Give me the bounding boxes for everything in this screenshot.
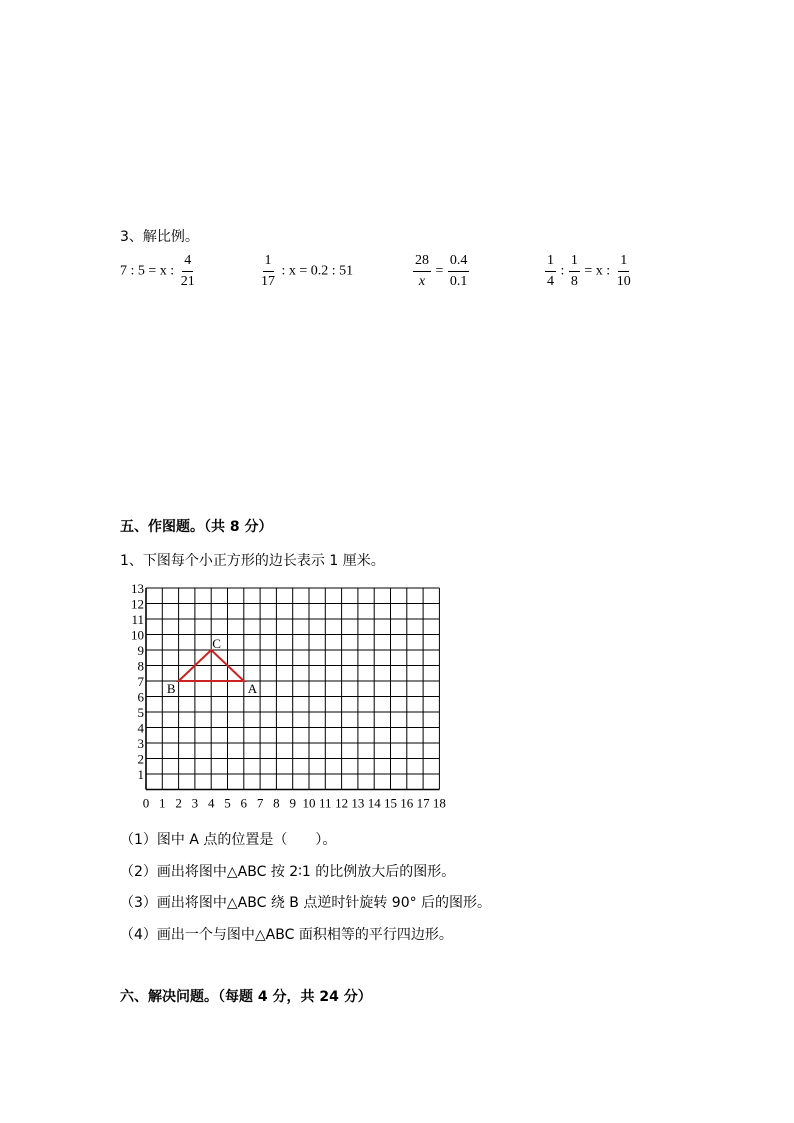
eq2-numerator: 1: [263, 253, 274, 272]
y-tick-label: 9: [137, 643, 144, 658]
equation-2: [258, 253, 353, 290]
eq4-numerator-2: 1: [569, 253, 580, 272]
grid-lines: [146, 588, 439, 790]
vertex-label-b: B: [166, 681, 176, 696]
question-1: 1、下图每个小正方形的边长表示 1 厘米。: [120, 553, 385, 569]
x-tick-label: 0: [142, 795, 150, 811]
eq2-fraction: [259, 253, 277, 290]
eq2-denominator: 17: [261, 274, 275, 289]
eq3-numerator-1: 28: [413, 253, 431, 272]
eq3-equals: =: [435, 263, 444, 279]
eq2-right: : x = 0.2 : 51: [281, 263, 354, 279]
x-tick-label: 4: [207, 795, 215, 811]
x-tick-label: 18: [432, 795, 446, 811]
x-tick-label: 13: [351, 795, 365, 811]
section3-heading: 3、解比例。: [120, 229, 199, 245]
eq4-numerator-3: 1: [618, 253, 629, 272]
y-tick-label: 1: [137, 767, 144, 782]
x-tick-label: 3: [191, 795, 199, 811]
y-tick-label: 12: [131, 596, 144, 612]
eq4-equals: = x :: [584, 263, 611, 279]
equation-1: [120, 253, 198, 290]
x-tick-label: 12: [335, 795, 349, 811]
x-tick-label: 9: [289, 795, 296, 811]
y-tick-label: 5: [137, 705, 144, 720]
eq1-denominator: 21: [180, 274, 195, 289]
section6-heading: 六、解决问题。（每题 4 分，共 24 分）: [120, 989, 372, 1005]
eq4-fraction-2: [569, 253, 580, 290]
eq4-denominator-2: 8: [570, 274, 578, 289]
x-axis-labels: [143, 796, 446, 811]
eq1-left: 7 : 5 = x :: [120, 263, 175, 279]
y-tick-label: 3: [137, 736, 144, 751]
eq3-fraction-2: [448, 253, 470, 290]
section5-heading: 五、作图题。（共 8 分）: [120, 519, 273, 535]
x-tick-label: 11: [319, 795, 332, 811]
y-tick-label: 6: [137, 689, 144, 705]
equation-4: [544, 253, 634, 290]
y-tick-label: 11: [131, 612, 144, 627]
eq4-colon: :: [560, 263, 565, 279]
x-tick-label: 15: [384, 795, 397, 811]
x-tick-label: 1: [159, 795, 166, 811]
y-tick-label: 2: [137, 751, 144, 767]
eq4-fraction-3: [615, 253, 633, 290]
y-tick-label: 13: [131, 582, 144, 596]
y-tick-label: 8: [137, 658, 144, 674]
x-tick-label: 10: [302, 795, 316, 811]
x-tick-label: 5: [224, 795, 231, 811]
equation-3: [412, 253, 470, 290]
y-axis-labels: [131, 582, 145, 782]
sub-question-1: （1）图中 A 点的位置是（ ）。: [120, 832, 337, 848]
eq1-numerator: 4: [182, 253, 193, 272]
x-tick-label: 6: [240, 795, 248, 811]
x-tick-label: 14: [367, 795, 381, 811]
eq3-denominator-2: 0.1: [449, 274, 468, 289]
eq1-fraction: [179, 253, 197, 290]
x-tick-label: 17: [416, 795, 430, 811]
y-tick-label: 7: [137, 674, 144, 689]
eq3-numerator-2: 0.4: [448, 253, 470, 272]
eq4-fraction-1: [545, 253, 556, 290]
eq4-numerator-1: 1: [545, 253, 556, 272]
sub-question-2: （2）画出将图中△ABC 按 2∶1 的比例放大后的图形。: [120, 864, 456, 880]
eq4-denominator-1: 4: [547, 274, 554, 289]
sub-question-4: （4）画出一个与图中△ABC 面积相等的平行四边形。: [120, 927, 453, 943]
vertex-label-a: A: [247, 681, 258, 696]
y-tick-label: 4: [137, 720, 144, 736]
vertex-label-c: C: [212, 636, 221, 651]
x-tick-label: 16: [400, 795, 414, 811]
x-tick-label: 2: [175, 795, 182, 811]
coordinate-grid: [118, 582, 458, 814]
x-tick-label: 7: [256, 795, 264, 811]
eq3-fraction-1: [413, 253, 431, 290]
y-tick-label: 10: [131, 627, 144, 643]
eq3-denominator-1: x: [418, 274, 426, 289]
x-tick-label: 8: [273, 795, 280, 811]
sub-question-3: （3）画出将图中△ABC 绕 B 点逆时针旋转 90° 后的图形。: [120, 895, 492, 911]
eq4-denominator-3: 10: [616, 274, 631, 289]
